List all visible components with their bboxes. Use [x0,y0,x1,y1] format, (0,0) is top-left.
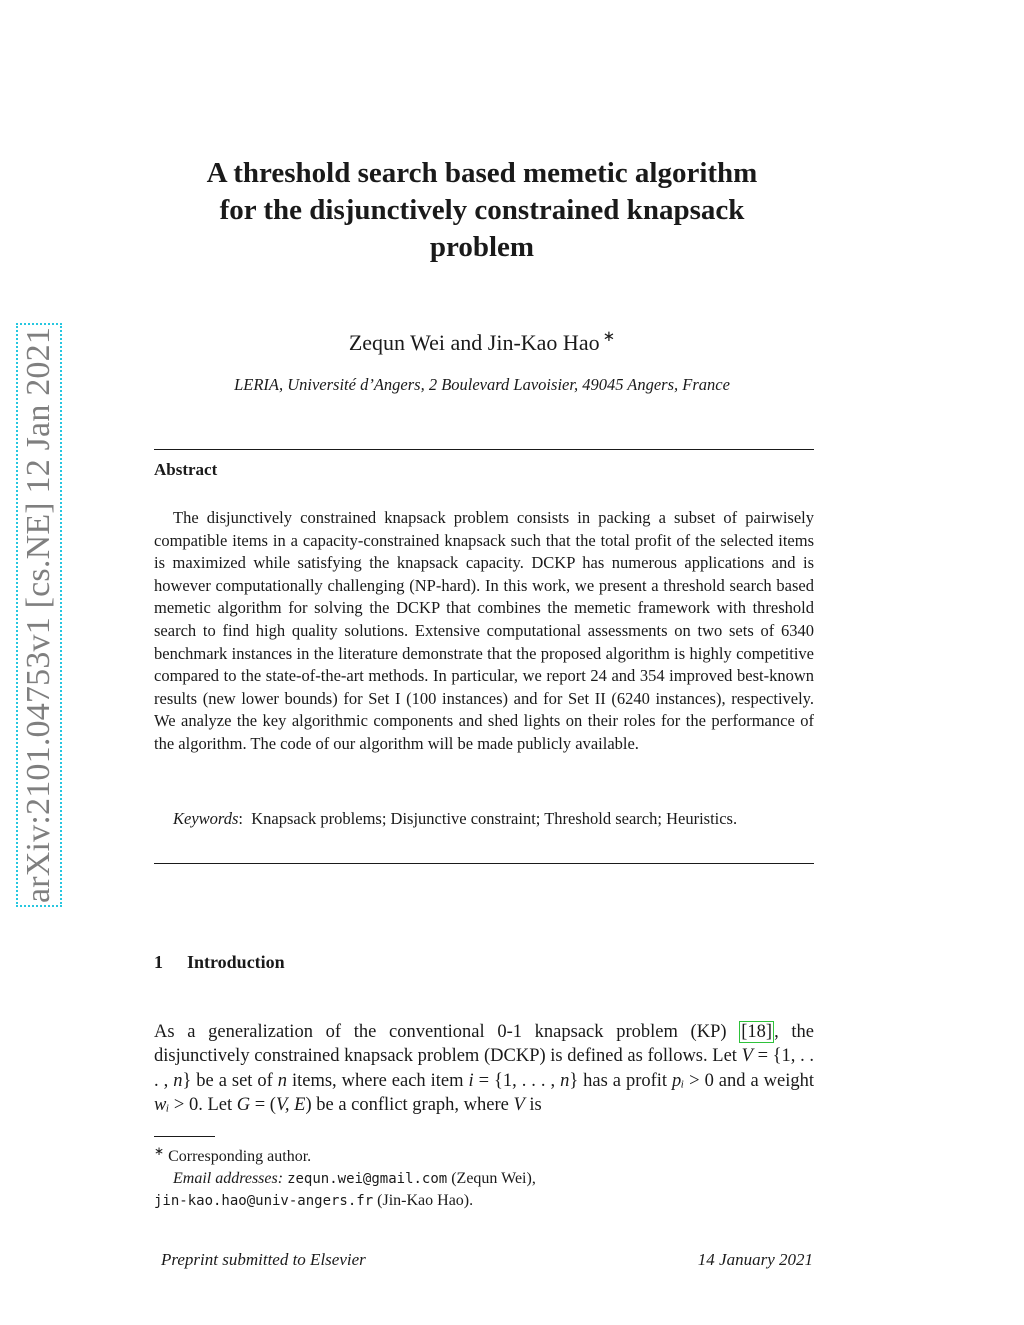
math-symbol: V [513,1094,525,1115]
math-symbol: G [236,1094,251,1115]
intro-text: ) be a conflict graph, where [305,1094,514,1115]
email-label: Email addresses: [173,1169,284,1187]
section-heading [154,952,285,973]
preprint-date: 14 January 2021 [697,1250,813,1269]
math-symbol: n [173,1070,183,1091]
footnote-text: Corresponding author. [168,1148,312,1165]
intro-text: As a generalization of the conventional 0-1 knapsack problem (KP) [154,1022,740,1042]
intro-text: } has a profit [569,1070,673,1091]
intro-text: > 0. Let [169,1094,237,1115]
introduction-paragraph [154,1020,814,1117]
footnote-line [154,1141,814,1168]
abstract-body: The disjunctively constrained knapsack problem consists in packing a subset of pairwisely compatible items in a capacity-constrained knapsack such that the total profit of the selected items is maximized while satisfying the knapsack capacity. DCKP has numerous applications and is however computationally challenging (NP-hard). In this work, we present a threshold search based memetic algorithm for solving the DCKP that combines the memetic framework with threshold search to find high quality solutions. Extensive computational assessments on two sets of 6340 benchmark instances in the literature demonstrate that the proposed algorithm is highly competitive compared to the state-of-the-art methods. In particular, we report 24 and 354 improved best-known results (new lower bounds) for Set I (100 instances) and for Set II (6240 instances), respectively. We analyze the key algorithmic components and shed lights on their roles for the performance of the algorithm. The code of our algorithm will be made publicly available. [154,508,814,753]
footnote [154,1141,814,1213]
intro-text: > 0 and a weight [684,1070,814,1091]
title-line: for the disjunctively constrained knapsack [219,194,745,226]
intro-text: = ( [250,1094,276,1115]
abstract-heading: Abstract [154,460,218,479]
email-link-wei[interactable]: zequn.wei@gmail.com [287,1170,448,1187]
paper-title [150,155,814,266]
math-symbol: V, E [275,1094,306,1115]
abstract-top-rule [154,449,814,450]
intro-text: } be a set of [182,1070,278,1091]
email-link-hao[interactable]: jin-kao.hao@univ-angers.fr [154,1193,374,1209]
corresponding-author-mark[interactable]: ∗ [602,329,616,345]
title-line: problem [429,231,535,263]
keywords-label: Keywords [173,809,239,828]
footnote-line [154,1190,814,1213]
intro-text: is [524,1094,542,1115]
footnote-rule [154,1136,215,1137]
abstract-bottom-rule [154,863,814,864]
keywords: Keywords: Knapsack problems; Disjunctive constraint; Threshold search; Heuristics. [173,809,738,828]
author-names: Zequn Wei and Jin-Kao Hao [348,330,600,355]
math-symbol: pᵢ [672,1070,685,1091]
section-number: 1 [154,952,163,972]
intro-text: , the disjunctively constrained knapsack problem (DCKP) is defined as follows. Let [154,1022,814,1067]
affiliation: LERIA, Université d’Angers, 2 Boulevard Lavoisier, 49045 Angers, France [234,375,730,394]
math-symbol: n [560,1070,570,1091]
math-symbol: i [468,1070,474,1091]
intro-text: items, where each item [287,1070,469,1091]
keywords-text: Knapsack problems; Disjunctive constraint; Threshold search; Heuristics. [251,809,738,828]
intro-text: = {1, . . . , [154,1046,814,1091]
title-line: A threshold search based memetic algorithm [206,157,758,189]
section-title: Introduction [187,952,285,972]
footnote-text: (Zequn Wei), [447,1169,536,1187]
author-list [150,327,814,356]
footnote-line [154,1168,814,1191]
arxiv-identifier-text: arXiv:2101.04753v1 [cs.NE] 12 Jan 2021 [20,326,58,904]
footnote-text: (Jin-Kao Hao). [373,1192,474,1209]
arxiv-identifier-stamp[interactable] [16,323,62,907]
math-symbol: V [741,1046,753,1067]
math-symbol: n [277,1070,288,1091]
preprint-notice: Preprint submitted to Elsevier [161,1250,366,1269]
math-symbol: wᵢ [154,1094,170,1115]
intro-text: = {1, . . . , [473,1070,561,1091]
footnote-mark: ∗ [154,1144,165,1158]
citation-link[interactable]: [18] [741,1022,773,1042]
